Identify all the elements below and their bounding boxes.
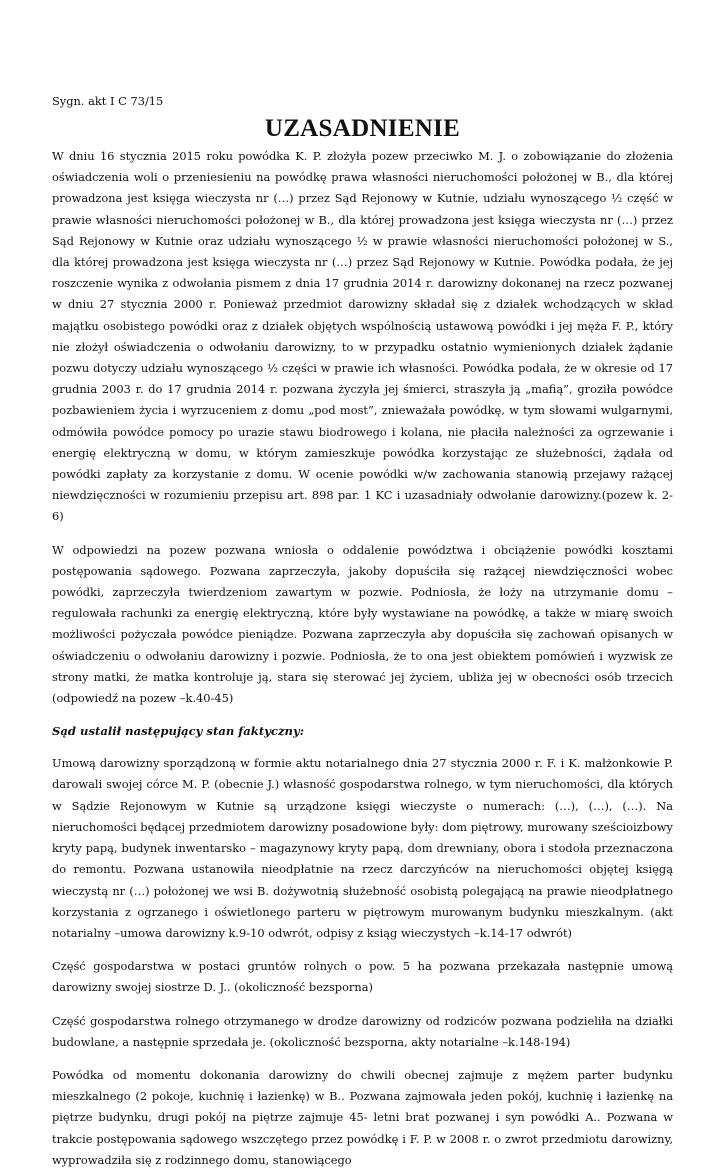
- paragraph-fact-land-transfer: Część gospodarstwa w postaci gruntów rolnych o pow. 5 ha pozwana przekazała następnie umową darowizny swojej siostrze D. J.. (okoliczność bezsporna): [52, 959, 673, 995]
- paragraph-claim: W dniu 16 stycznia 2015 roku powódka K. P. złożyła pozew przeciwko M. J. o zobowiązanie do złożenia oświadczenia woli o przeniesieniu na powódkę prawa własności nieruchomości położonej w B., dla której prowadzona jest księga wieczysta nr (…) przez Sąd Rejonowy w Kutnie, udziału wynoszącego ½ część w prawie własności nieruchomości położonej w B., dla której prowadzona jest księga wieczysta nr (…) przez Sąd Rejonowy w Kutnie oraz udziału wynoszącego ½ w prawie własności nieruchomości położonej w S., dla której prowadzona jest księga wieczysta nr (…) przez Sąd Rejonowy w Kutnie. Powódka podała, że jej roszczenie wynika z odwołania pismem z dnia 17 grudnia 2014 r. darowizny dokonanej na rzecz pozwanej w dniu 27 stycznia 2000 r. Ponieważ przedmiot darowizny składał się z działek wchodzących w skład majątku osobistego powódki oraz z działek objętych wspólnością ustawową powódki i jej męża F. P., który nie złożył oświadczenia o odwołaniu darowizny, to w przypadku ostatnio wymienionych działek żądanie pozwu dotyczy udziału wynoszącego ½ części w prawie ich własności. Powódka podała, że w okresie od 17 grudnia 2003 r. do 17 grudnia 2014 r. pozwana życzyła jej śmierci, straszyła ją „mafią”, groziła powódce pozbawieniem życia i wyrzuceniem z domu „pod most”, znieważała powódkę, w tym słowami wulgarnymi, odmówiła powódce pomocy po urazie stawu biodrowego i kolana, nie płaciła należności za ogrzewanie i energię elektryczną w domu, w którym zamieszkuje powódka korzystając ze służebności, żądała od powódki zapłaty za korzystanie z domu. W ocenie powódki w/w zachowania stanowią przejawy rażącej niewdzięczności w rozumieniu przepisu art. 898 par. 1 KC i uzasadniały odwołanie darowizny.(pozew k. 2-6): [52, 149, 673, 524]
- paragraph-response: W odpowiedzi na pozew pozwana wniosła o oddalenie powództwa i obciążenie powódki kosztami postępowania sądowego. Pozwana zaprzeczyła, jakoby dopuściła się rażącej niewdzięczności wobec powódki, zaprzeczyła twierdzeniom zawartym w pozwie. Podniosła, że łoży na utrzymanie domu – regulowała rachunki za energię elektryczną, które były wystawiane na powódkę, a także w miarę swoich możliwości pożyczała powódce pieniądze. Pozwana zaprzeczyła aby dopuściła się zachowań opisanych w oświadczeniu o odwołaniu darowizny i pozwie. Podniosła, że to ona jest obiektem pomówień i wyzwisk ze strony matki, że matka kontroluje ją, stara się sterować jej życiem, ubliża jej w obecności osób trzecich (odpowiedź na pozew –k.40-45): [52, 542, 673, 706]
- section-heading: Sąd ustalił następujący stan faktyczny:: [52, 724, 305, 739]
- document-title: UZASADNIENIE: [264, 115, 461, 142]
- paragraph-fact-donation: Umową darowizny sporządzoną w formie aktu notarialnego dnia 27 stycznia 2000 r. F. i K. małżonkowie P. darowali swojej córce M. P. (obecnie J.) własność gospodarstwa rolnego, w tym nieruchomości, dla których w Sądzie Rejonowym w Kutnie są urządzone księgi wieczyste o numerach: (…), (…), (…). Na nieruchomości będącej przedmiotem darowizny posadowione były: dom piętrowy, murowany sześcioizbowy kryty papą, budynek inwentarsko – magazynowy kryty papą, dom drewniany, obora i stodoła przeznaczona do remontu. Pozwana ustanowiła nieodpłatnie na rzecz darczyńców na nieruchomości objętej księgą wieczystą nr (…) położonej we wsi B. dożywotnią służebność osobistą polegającą na prawie nieodpłatnego korzystania z ogrzanego i oświetlonego parteru w piętrowym murowanym budynku mieszkalnym. (akt notarialny –umowa darowizny k.9-10 odwrót, odpisy z ksiąg wieczystych –k.14-17 odwrót): [52, 756, 673, 940]
- paragraph-fact-plots-sold: Część gospodarstwa rolnego otrzymanego w drodze darowizny od rodziców pozwana podzieliła na działki budowlane, a następnie sprzedała je. (okoliczność bezsporna, akty notarialne –k.148-194): [52, 1013, 673, 1049]
- case-number: Sygn. akt I C 73/15: [52, 94, 164, 108]
- paragraph-fact-residence: Powódka od momentu dokonania darowizny do chwili obecnej zajmuje z mężem parter budynku mieszkalnego (2 pokoje, kuchnię i łazienkę) w B.. Pozwana zajmowała jeden pokój, kuchnię i łazienkę na piętrze budynku, drugi pokój na piętrze zajmuje 45- letni brat pozwanej i syn powódki A.. Pozwana w trakcie postępowania sądowego wszczętego przez powódkę i F. P. w 2008 r. o zwrot przedmiotu darowizny, wyprowadziła się z rodzinnego domu, stanowiącego: [52, 1067, 673, 1167]
